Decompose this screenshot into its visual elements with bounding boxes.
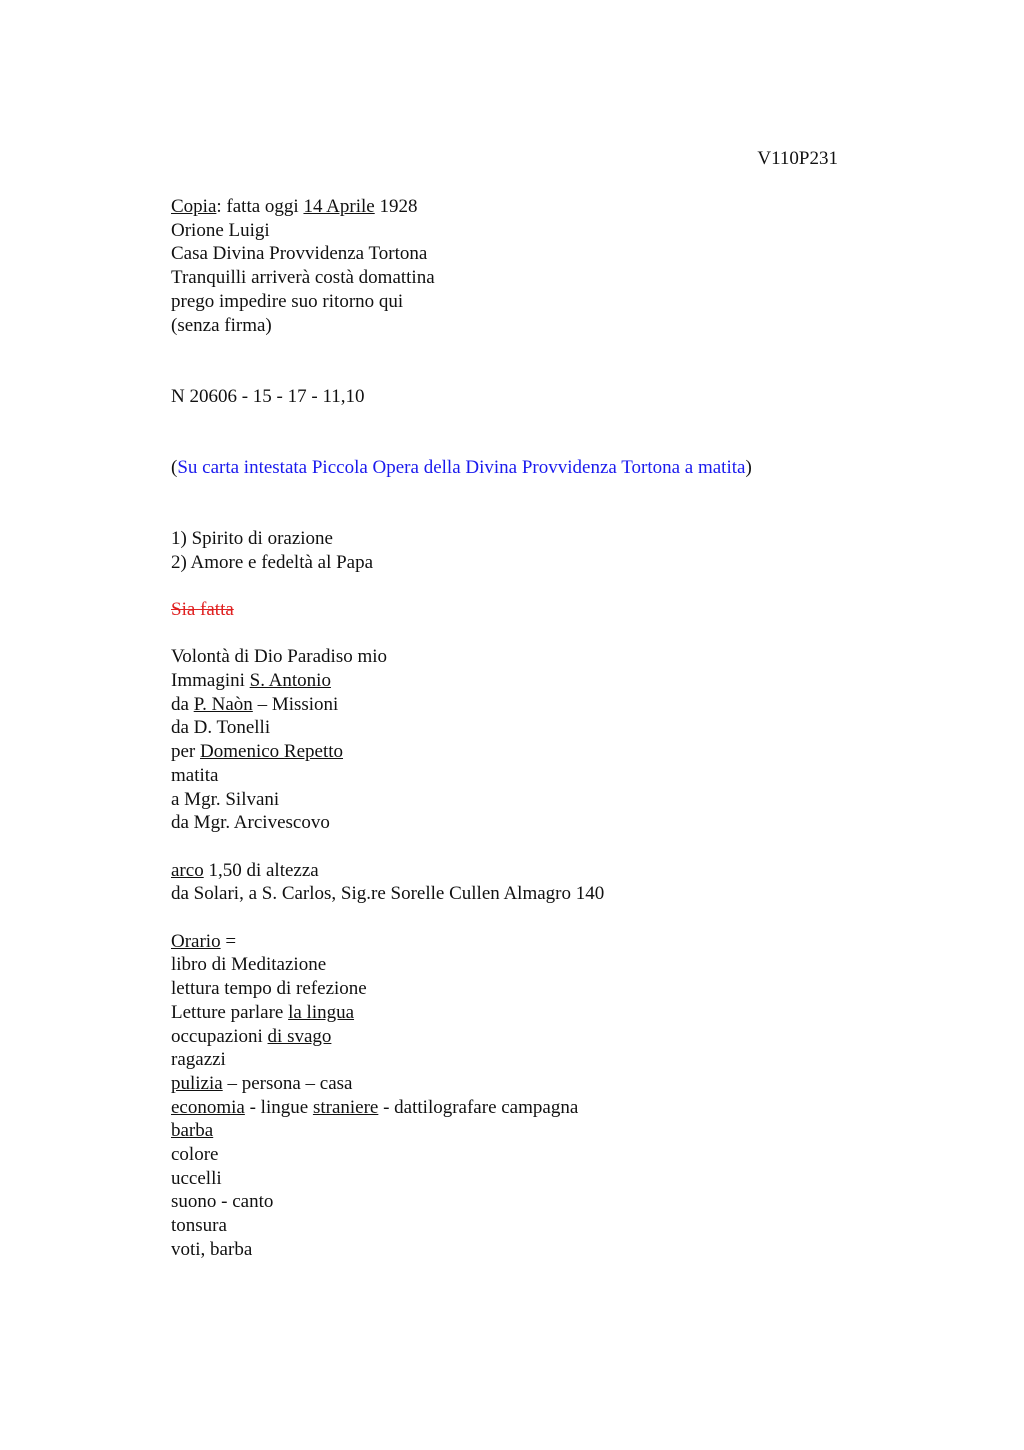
orario-item: libro di Meditazione <box>171 954 327 976</box>
orario-item <box>171 1072 871 1096</box>
orario-item: suono - canto <box>171 1191 274 1213</box>
note-text-part: da <box>171 693 194 715</box>
orario-item: uccelli <box>171 1167 222 1189</box>
document-body <box>171 195 871 1262</box>
note-text-part: - lingue <box>244 1096 313 1118</box>
underlined-text: barba <box>171 1120 214 1142</box>
underlined-text: la lingua <box>288 1001 355 1023</box>
telegram-signature-note: (senza firma) <box>171 314 272 336</box>
note-text: Su carta intestata Piccola Opera della Divina Provvidenza Tortona a matita <box>177 456 746 478</box>
orario-item <box>171 1096 871 1120</box>
underlined-text: Domenico Repetto <box>200 741 344 763</box>
orario-item: tonsura <box>171 1215 227 1237</box>
orario-heading <box>171 930 871 954</box>
list-item: 1) Spirito di orazione <box>171 527 333 549</box>
note-text-part: - dattilografare campagna <box>378 1096 579 1118</box>
editorial-note <box>171 456 871 480</box>
struck-text: Sia fatta <box>171 598 234 620</box>
underlined-text: P. Naòn <box>193 693 253 715</box>
note-text-part: Letture parlare <box>171 1001 289 1023</box>
telegram-message-line: Tranquilli arriverà costà domattina <box>171 267 435 289</box>
orario-item <box>171 1025 871 1049</box>
telegram-year: 1928 <box>374 196 418 217</box>
page-id: V110P231 <box>757 148 838 169</box>
note-text-part: occupazioni <box>171 1025 268 1047</box>
telegram-recipient: Orione Luigi <box>171 219 270 241</box>
note-line <box>171 693 871 717</box>
telegram-header-line <box>171 195 871 219</box>
arco-line <box>171 859 871 883</box>
note-line <box>171 669 871 693</box>
underlined-text: arco <box>171 859 204 881</box>
fatta-oggi-text: : fatta oggi <box>216 196 304 217</box>
note-text-part: – Missioni <box>252 693 339 715</box>
list-item: 2) Amore e fedeltà al Papa <box>171 551 374 573</box>
note-line: da D. Tonelli <box>171 717 271 739</box>
underlined-text: straniere <box>312 1096 379 1118</box>
telegram-date: 14 Aprile <box>303 196 375 217</box>
orario-item <box>171 1001 871 1025</box>
note-text-part: per <box>171 741 201 763</box>
note-line: matita <box>171 764 219 786</box>
telegram-message-line: prego impedire suo ritorno qui <box>171 290 404 312</box>
note-paren-open: ( <box>171 456 178 478</box>
underlined-text: S. Antonio <box>249 669 331 691</box>
orario-item: colore <box>171 1144 219 1166</box>
underlined-text: Orario <box>171 930 221 952</box>
note-text-part: = <box>220 930 237 952</box>
orario-item <box>171 1119 871 1143</box>
note-text-part: 1,50 di altezza <box>203 859 319 881</box>
underlined-text: di svago <box>267 1025 332 1047</box>
note-paren-close: ) <box>745 456 752 478</box>
note-line <box>171 740 871 764</box>
copia-word: Copia <box>171 196 217 217</box>
reference-number: N 20606 - 15 - 17 - 11,10 <box>171 385 365 407</box>
note-line: Volontà di Dio Paradiso mio <box>171 646 388 668</box>
telegram-address: Casa Divina Provvidenza Tortona <box>171 243 428 265</box>
note-line: a Mgr. Silvani <box>171 788 280 810</box>
underlined-text: pulizia <box>171 1072 223 1094</box>
note-text-part: – persona – casa <box>222 1072 353 1094</box>
underlined-text: economia <box>171 1096 245 1118</box>
arco-address-line: da Solari, a S. Carlos, Sig.re Sorelle Cullen Almagro 140 <box>171 883 605 905</box>
orario-item: lettura tempo di refezione <box>171 978 367 1000</box>
note-text-part: Immagini <box>171 669 250 691</box>
note-line: da Mgr. Arcivescovo <box>171 812 330 834</box>
orario-item: ragazzi <box>171 1049 226 1071</box>
orario-item: voti, barba <box>171 1238 253 1260</box>
